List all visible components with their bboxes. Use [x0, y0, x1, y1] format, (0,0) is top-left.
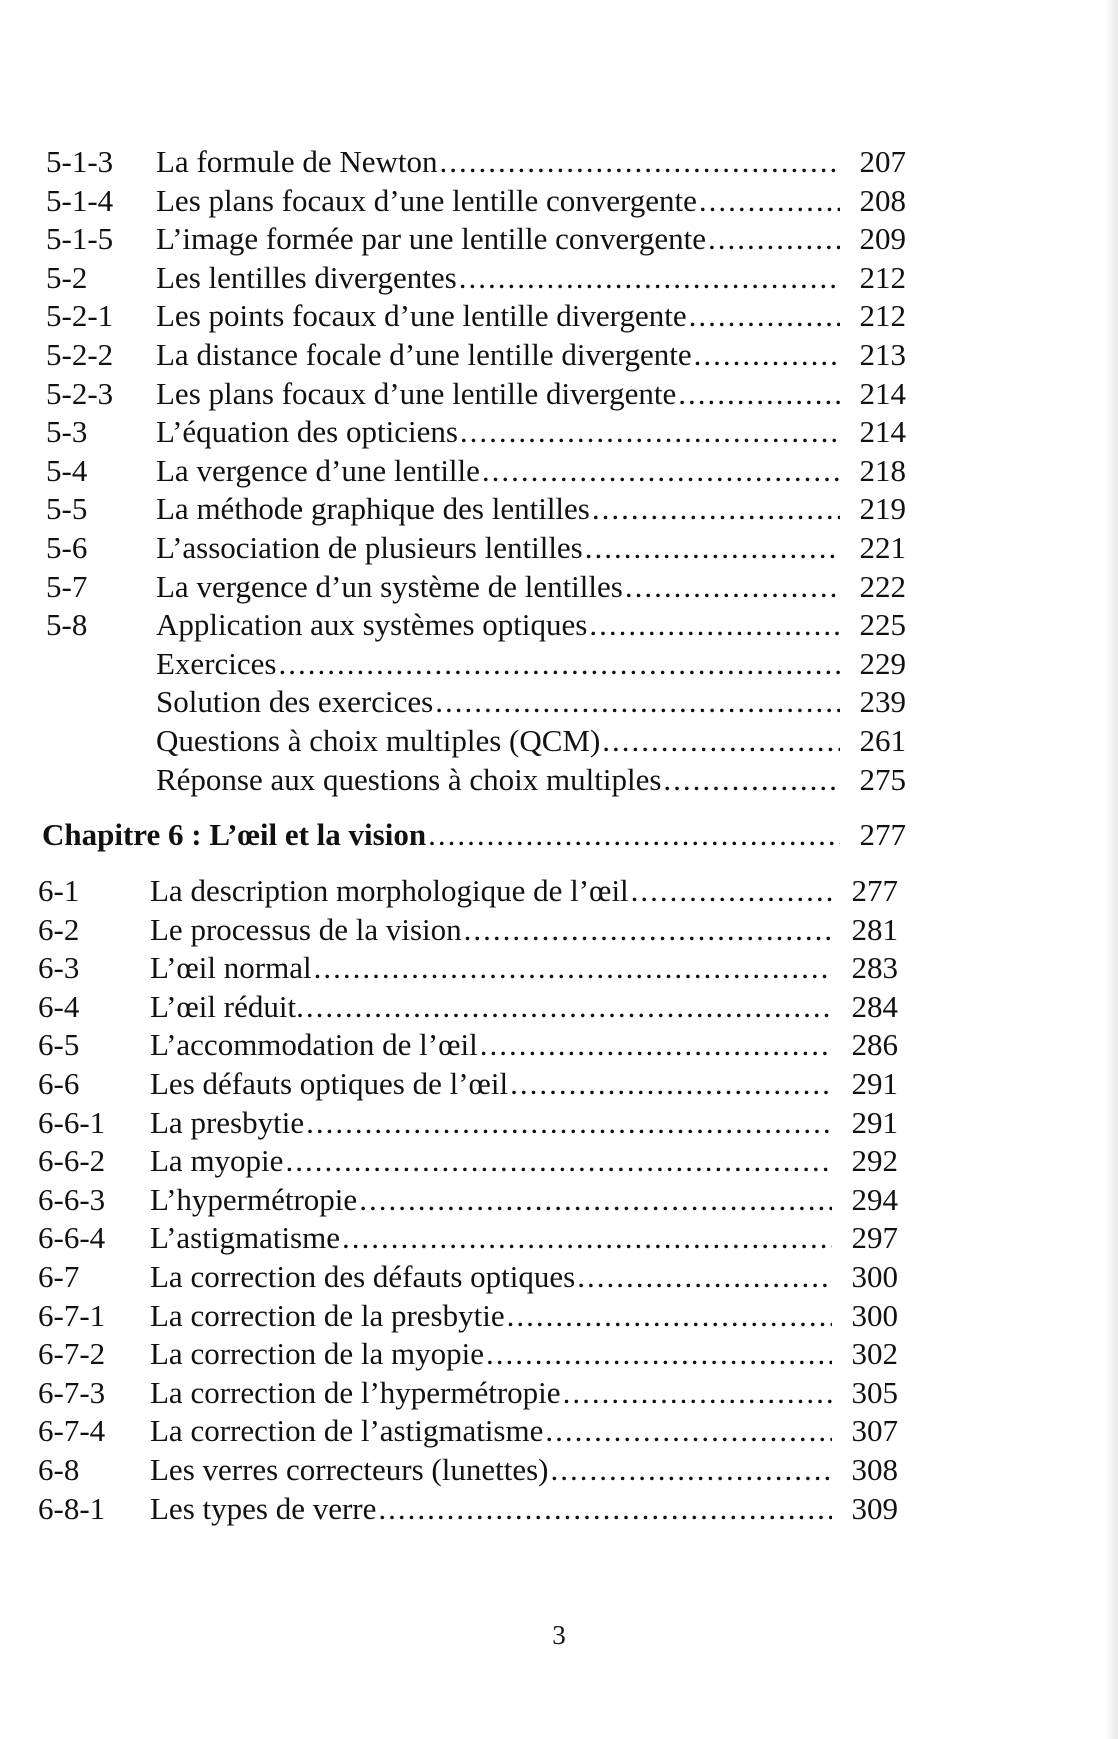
entry-page-number: 308	[851, 1452, 898, 1487]
dot-leader	[460, 413, 840, 451]
entry-page-number: 225	[859, 607, 906, 643]
entry-title-wrap	[156, 606, 848, 644]
dot-leader	[678, 375, 840, 413]
entry-title-wrap	[150, 1142, 840, 1180]
dot-leader	[551, 1451, 833, 1489]
entry-title-wrap	[156, 143, 848, 181]
entry-title: La formule de Newton	[156, 144, 438, 179]
dot-leader	[278, 645, 840, 683]
entry-title-wrap	[150, 988, 840, 1026]
toc-entry	[0, 336, 1118, 374]
toc-entry	[0, 988, 1118, 1026]
dot-leader	[577, 1258, 832, 1296]
entry-title-wrap	[150, 1490, 840, 1528]
entry-title: La correction de la presbytie	[150, 1297, 505, 1333]
toc-entry	[0, 1142, 1118, 1180]
toc-entry	[0, 606, 1118, 644]
entry-number: 6-8-1	[38, 1490, 106, 1526]
entry-title-wrap	[156, 645, 848, 683]
entry-title-wrap	[150, 1065, 840, 1103]
toc-entry	[0, 949, 1118, 987]
toc-entry	[0, 1219, 1118, 1257]
toc-entry	[0, 143, 1118, 181]
entry-title: Application aux systèmes optiques	[156, 607, 588, 643]
entry-number: 6-6-1	[38, 1104, 106, 1140]
entry-title: La presbytie	[150, 1104, 305, 1140]
entry-title-wrap	[156, 336, 848, 374]
entry-title-wrap	[156, 761, 848, 799]
entry-page-number: 286	[851, 1027, 898, 1063]
entry-title: Les défauts optiques de l’œil	[150, 1066, 509, 1101]
entry-page-number: 281	[851, 911, 898, 947]
entry-title-wrap	[156, 452, 848, 490]
entry-title: La correction de la myopie	[150, 1336, 484, 1372]
toc-entry	[0, 761, 1118, 799]
entry-title: Le processus de la vision	[150, 911, 462, 947]
dot-leader	[378, 1490, 832, 1528]
entry-page-number: 294	[851, 1181, 898, 1217]
entry-page-number: 213	[859, 337, 906, 372]
toc-entry	[0, 645, 1118, 683]
toc-entry	[0, 375, 1118, 413]
dot-leader	[342, 1219, 832, 1257]
entry-title-wrap	[156, 375, 848, 413]
entry-title-wrap	[156, 722, 848, 760]
toc-entry	[0, 872, 1118, 910]
dot-leader	[507, 1297, 832, 1335]
entry-title: Solution des exercices	[156, 684, 434, 720]
dot-leader	[482, 452, 840, 490]
dot-leader	[480, 1026, 832, 1064]
entry-page-number: 292	[851, 1143, 898, 1179]
entry-number: 5-8	[46, 607, 88, 643]
entry-title: Réponse aux questions à choix multiples	[156, 761, 662, 797]
entry-page-number: 212	[859, 259, 906, 295]
entry-title: Questions à choix multiples (QCM)	[156, 723, 601, 758]
toc-entry	[0, 1335, 1118, 1373]
toc-entry	[0, 413, 1118, 451]
entry-number: 5-2	[46, 259, 88, 295]
toc-entry	[0, 1258, 1118, 1296]
entry-number: 6-5	[38, 1027, 80, 1063]
toc-entry	[0, 1104, 1118, 1142]
dot-leader	[663, 761, 840, 799]
entry-page-number: 239	[859, 684, 906, 720]
entry-title: Les types de verre	[150, 1490, 377, 1526]
toc-entry	[0, 1181, 1118, 1219]
dot-leader	[510, 1065, 832, 1103]
entry-page-number: 305	[851, 1374, 898, 1410]
dot-leader	[545, 1412, 832, 1450]
entry-page-number: 277	[851, 873, 898, 908]
entry-page-number: 208	[859, 182, 906, 218]
entry-title-wrap	[156, 182, 848, 220]
entry-page-number: 275	[859, 761, 906, 797]
chapter-page-number: 277	[859, 817, 906, 852]
entry-page-number: 209	[859, 221, 906, 257]
toc-entry	[0, 911, 1118, 949]
entry-title: L’œil réduit.	[150, 988, 304, 1024]
entry-page-number: 300	[851, 1297, 898, 1333]
entry-title: La méthode graphique des lentilles	[156, 491, 590, 527]
entry-title: La distance focale d’une lentille divergente	[156, 337, 692, 372]
entry-number: 6-7	[38, 1259, 80, 1294]
toc-entry	[0, 722, 1118, 760]
entry-number: 6-6-3	[38, 1181, 106, 1217]
entry-page-number: 222	[859, 568, 906, 604]
entry-number: 5-1-5	[46, 221, 114, 257]
dot-leader	[625, 568, 840, 606]
chapter-title: Chapitre 6 : L’œil et la vision	[42, 817, 427, 852]
toc-entry	[0, 182, 1118, 220]
dot-leader	[602, 722, 840, 760]
dot-leader	[306, 1104, 832, 1142]
entry-number: 5-1-3	[46, 144, 114, 179]
entry-number: 6-1	[38, 873, 80, 908]
entry-number: 6-7-3	[38, 1374, 106, 1410]
entry-number: 6-2	[38, 911, 80, 947]
toc-entry	[0, 1412, 1118, 1450]
entry-page-number: 212	[859, 298, 906, 334]
page-number: 3	[552, 1620, 566, 1650]
entry-title-wrap	[156, 529, 848, 567]
entry-page-number: 284	[851, 988, 898, 1024]
entry-page-number: 307	[851, 1413, 898, 1449]
dot-leader	[459, 259, 840, 297]
entry-number: 6-6-2	[38, 1143, 106, 1179]
entry-title-wrap	[150, 1104, 840, 1142]
entry-number: 5-6	[46, 530, 88, 565]
entry-number: 5-2-2	[46, 337, 114, 372]
toc-entry	[0, 1065, 1118, 1103]
dot-leader	[699, 182, 840, 220]
entry-title: La correction de l’astigmatisme	[150, 1413, 544, 1449]
entry-title: La correction des défauts optiques	[150, 1259, 576, 1294]
toc-entry	[0, 490, 1118, 528]
entry-title: La myopie	[150, 1143, 284, 1179]
entry-page-number: 214	[859, 414, 906, 450]
entry-number: 5-3	[46, 414, 88, 450]
entry-title: Les points focaux d’une lentille divergente	[156, 298, 687, 334]
entry-title: L’hypermétropie	[150, 1181, 358, 1217]
entry-title: L’accommodation de l’œil	[150, 1027, 478, 1063]
entry-number: 5-2-3	[46, 375, 114, 411]
dot-leader	[285, 1142, 832, 1180]
entry-title-wrap	[150, 1026, 840, 1064]
entry-page-number: 218	[859, 452, 906, 488]
entry-page-number: 207	[859, 144, 906, 179]
entry-title: L’astigmatisme	[150, 1220, 340, 1256]
entry-title: L’œil normal	[150, 950, 312, 986]
entry-title: Les plans focaux d’une lentille divergente	[156, 375, 677, 411]
entry-page-number: 221	[859, 530, 906, 565]
toc-entry	[0, 1451, 1118, 1489]
entry-title-wrap	[150, 1258, 840, 1296]
entry-title: Exercices	[156, 645, 277, 681]
toc-entry	[0, 529, 1118, 567]
entry-page-number: 300	[851, 1259, 898, 1294]
toc-entry	[0, 297, 1118, 335]
dot-leader	[631, 872, 832, 910]
entry-title-wrap	[156, 259, 848, 297]
entry-title-wrap	[156, 683, 848, 721]
dot-leader	[359, 1181, 832, 1219]
toc-entry	[0, 1374, 1118, 1412]
entry-title-wrap	[156, 220, 848, 258]
chapter-6-heading	[0, 816, 1118, 854]
entry-page-number: 219	[859, 491, 906, 527]
toc-entry	[0, 452, 1118, 490]
entry-title: La description morphologique de l’œil	[150, 873, 629, 908]
entry-number: 5-2-1	[46, 298, 114, 334]
entry-number: 6-8	[38, 1452, 80, 1487]
entry-title-wrap	[150, 1181, 840, 1219]
entry-title-wrap	[150, 872, 840, 910]
toc-entry	[0, 1026, 1118, 1064]
entry-title: Les verres correcteurs (lunettes)	[150, 1452, 549, 1487]
dot-leader	[589, 606, 840, 644]
entry-title-wrap	[150, 1335, 840, 1373]
entry-page-number: 309	[851, 1490, 898, 1526]
dot-leader	[314, 949, 832, 987]
entry-number: 6-4	[38, 988, 80, 1024]
entry-title-wrap	[150, 1412, 840, 1450]
entry-page-number: 291	[851, 1066, 898, 1101]
dot-leader	[708, 220, 840, 258]
dot-leader	[464, 911, 832, 949]
entry-number: 6-7-4	[38, 1413, 106, 1449]
entry-page-number: 283	[851, 950, 898, 986]
dot-leader	[563, 1374, 832, 1412]
entry-title-wrap	[150, 1297, 840, 1335]
entry-title: La vergence d’une lentille	[156, 452, 480, 488]
toc-entry	[0, 568, 1118, 606]
dot-leader	[435, 683, 840, 721]
entry-title-wrap	[156, 413, 848, 451]
toc-entry	[0, 259, 1118, 297]
entry-title-wrap	[150, 1219, 840, 1257]
entry-title-wrap	[150, 1451, 840, 1489]
entry-title: La correction de l’hypermétropie	[150, 1374, 561, 1410]
dot-leader	[585, 529, 840, 567]
entry-page-number: 291	[851, 1104, 898, 1140]
entry-page-number: 297	[851, 1220, 898, 1256]
dot-leader	[306, 988, 832, 1026]
entry-page-number: 229	[859, 645, 906, 681]
entry-title-wrap	[156, 297, 848, 335]
entry-title-wrap	[156, 568, 848, 606]
toc-entry	[0, 1490, 1118, 1528]
toc-entry	[0, 1297, 1118, 1335]
entry-number: 5-5	[46, 491, 88, 527]
entry-number: 6-7-1	[38, 1297, 106, 1333]
entry-number: 6-6	[38, 1066, 80, 1101]
chapter-title-wrap	[42, 816, 848, 854]
entry-page-number: 261	[859, 723, 906, 758]
entry-page-number: 302	[851, 1336, 898, 1372]
dot-leader	[689, 297, 840, 335]
entry-title: L’image formée par une lentille convergente	[156, 221, 707, 257]
entry-number: 6-6-4	[38, 1220, 106, 1256]
entry-number: 5-4	[46, 452, 88, 488]
entry-title: La vergence d’un système de lentilles	[156, 568, 623, 604]
entry-title-wrap	[150, 1374, 840, 1412]
dot-leader	[439, 143, 840, 181]
entry-number: 6-7-2	[38, 1336, 106, 1372]
dot-leader	[486, 1335, 832, 1373]
entry-number: 6-3	[38, 950, 80, 986]
entry-title: L’association de plusieurs lentilles	[156, 530, 583, 565]
toc-entry	[0, 220, 1118, 258]
entry-title-wrap	[150, 911, 840, 949]
dot-leader	[592, 490, 840, 528]
entry-title: L’équation des opticiens	[156, 414, 458, 450]
entry-title: Les plans focaux d’une lentille convergente	[156, 182, 697, 218]
entry-title-wrap	[150, 949, 840, 987]
entry-number: 5-7	[46, 568, 88, 604]
entry-page-number: 214	[859, 375, 906, 411]
dot-leader	[694, 336, 840, 374]
toc-entry	[0, 683, 1118, 721]
dot-leader	[428, 816, 840, 854]
entry-title: Les lentilles divergentes	[156, 259, 457, 295]
entry-title-wrap	[156, 490, 848, 528]
entry-number: 5-1-4	[46, 182, 114, 218]
